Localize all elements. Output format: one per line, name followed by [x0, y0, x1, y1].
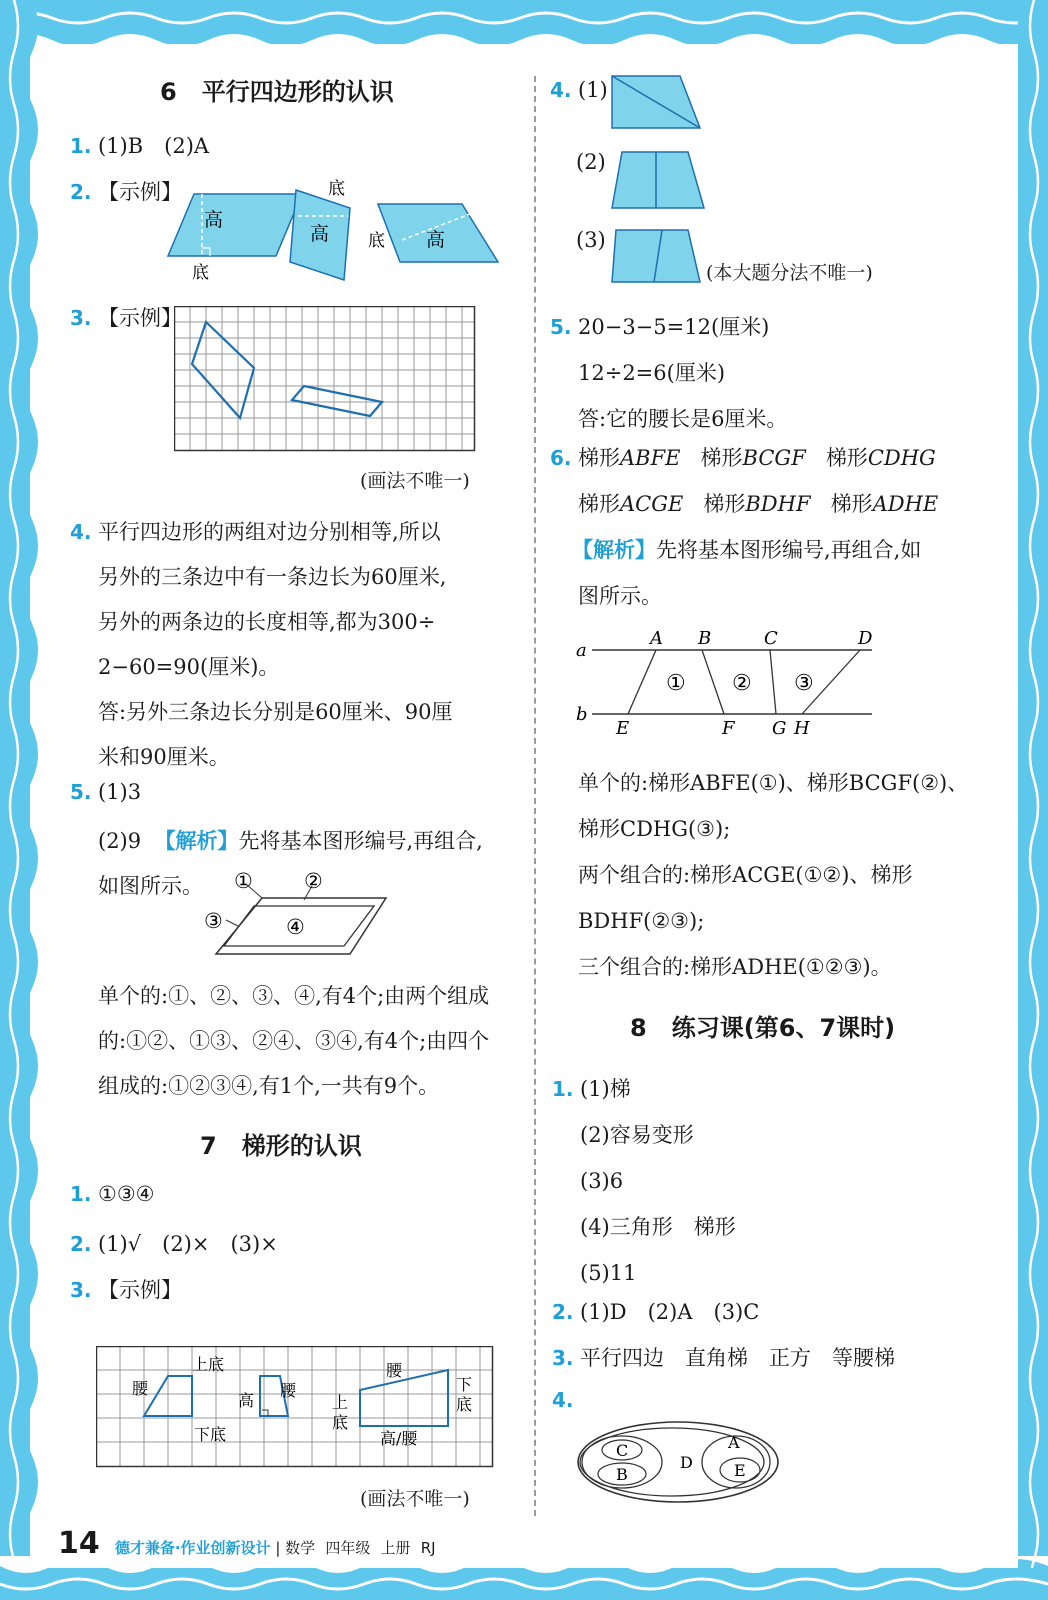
- answer-text: (1)B (2)A: [98, 134, 210, 158]
- question-number: 5.: [550, 315, 572, 339]
- right-column: [550, 0, 1010, 1540]
- explanation-line: 单个的:梯形ABFE(①)、梯形BCGF(②)、: [578, 771, 969, 795]
- question-number: 1.: [552, 1077, 574, 1101]
- s6-r-q5: [550, 304, 787, 442]
- answer-text: (1)3: [98, 780, 142, 804]
- vertex-E: E: [616, 718, 630, 739]
- label-base: 底: [192, 263, 209, 283]
- shape-vertices: BCGF: [742, 446, 806, 470]
- question-number: 1.: [70, 1182, 92, 1206]
- question-number: 4.: [70, 520, 92, 544]
- drawing-note: (画法不唯一): [360, 1488, 470, 1510]
- answer-line: 另外的三条边中有一条边长为60厘米,: [98, 565, 447, 589]
- label-base: 底: [368, 231, 385, 251]
- vertex-G: G: [772, 718, 787, 739]
- footer-grade: 四年级: [325, 1539, 371, 1557]
- example-tag: 【示例】: [98, 1278, 182, 1302]
- answer-line: (5)11: [580, 1261, 637, 1285]
- trapezoid-split-2: [610, 150, 710, 212]
- label-top-base: 上底: [192, 1355, 225, 1374]
- answer-text: ①③④: [98, 1182, 155, 1206]
- section-number: 6: [160, 78, 177, 106]
- footer-subject: 数学: [285, 1539, 316, 1557]
- footer-edition: RJ: [420, 1539, 436, 1557]
- label-base: 底: [328, 179, 345, 199]
- label-bottom-base-v: 底: [456, 1395, 473, 1414]
- label-height: 高: [310, 223, 330, 245]
- s8-q1: [552, 1066, 736, 1296]
- drawing-note: (画法不唯一): [360, 470, 470, 492]
- vertex-A: A: [650, 628, 663, 649]
- label-top-base-v: 底: [332, 1413, 349, 1432]
- column-divider: [534, 76, 536, 1516]
- trapezoid-parallel-lines-figure: [576, 628, 886, 744]
- vertex-B: B: [698, 628, 712, 649]
- label-bottom-base-v: 下: [456, 1375, 473, 1394]
- section-7-title: [200, 1126, 362, 1161]
- analysis-tag: 【解析】: [572, 537, 656, 562]
- page-number: 14: [58, 1526, 100, 1561]
- label-top-base-v: 上: [332, 1393, 349, 1412]
- explanation-line: 两个组合的:梯形ACGE(①②)、梯形: [578, 863, 913, 887]
- parallelogram-drawn-2: [292, 386, 382, 416]
- region-label-3: ③: [794, 671, 814, 696]
- answer-text: (1)D (2)A (3)C: [580, 1300, 760, 1324]
- s7-q2: [70, 1228, 278, 1258]
- analysis-text: 先将基本图形编号,再组合,: [238, 829, 483, 853]
- answer-line: 12÷2=6(厘米): [578, 361, 726, 385]
- trapezoid-split-1: [610, 74, 706, 132]
- shape-name: 梯形: [700, 446, 743, 470]
- question-number: 2.: [552, 1300, 574, 1324]
- parallelogram-figures: [164, 178, 514, 290]
- footer-volume: 上册: [380, 1539, 411, 1557]
- trapezoid-split-3: [610, 228, 706, 286]
- set-label-E: E: [734, 1461, 746, 1480]
- footer: 14 德才兼备·作业创新设计 | 数学 四年级 上册 RJ: [58, 1526, 436, 1561]
- region-label-4: ④: [286, 915, 305, 939]
- answer-line: 另外的两条边的长度相等,都为300÷: [98, 610, 436, 634]
- question-number: 2.: [70, 1232, 92, 1256]
- answer-text: (1)√ (2)× (3)×: [98, 1232, 278, 1256]
- answer-line: 平行四边形的两组对边分别相等,所以: [98, 520, 441, 544]
- answer-line: 米和90厘米。: [98, 745, 230, 769]
- grid-figure: [174, 306, 480, 456]
- vertex-H: H: [794, 718, 810, 739]
- label-leg: 腰: [280, 1381, 297, 1400]
- section-number: 8: [630, 1014, 647, 1042]
- shape-name: 梯形: [703, 492, 746, 516]
- answer-text: (2)9: [98, 829, 142, 853]
- analysis-text: 图所示。: [578, 584, 662, 608]
- question-number: 4.: [552, 1388, 574, 1412]
- s8-q2: [552, 1296, 759, 1326]
- shape-name: 梯形: [578, 492, 620, 516]
- answer-line: 20−3−5=12(厘米): [578, 315, 770, 339]
- s6-r-q4: [550, 78, 608, 102]
- frame-bottom: [0, 1556, 1048, 1600]
- label-height: 高: [204, 209, 224, 231]
- footer-brand: 德才兼备·作业创新设计: [114, 1539, 271, 1557]
- answer-line: (3)6: [580, 1169, 624, 1193]
- answer-text: 平行四边 直角梯 正方 等腰梯: [580, 1346, 895, 1370]
- answer-line: (4)三角形 梯形: [580, 1215, 736, 1239]
- part-label: (3): [576, 228, 606, 252]
- vertex-D: D: [858, 628, 873, 649]
- s6-r-q6-line2: [578, 488, 938, 518]
- example-tag: 【示例】: [98, 306, 182, 330]
- shape-vertices: ACGE: [620, 492, 684, 516]
- set-label-C: C: [616, 1441, 629, 1460]
- method-note: (本大题分法不唯一): [706, 262, 873, 284]
- parallelogram-2: [290, 179, 350, 280]
- section-6-title: [160, 72, 394, 107]
- answer-line: 答:另外三条边长分别是60厘米、90厘: [98, 700, 453, 724]
- s6-q4: [70, 510, 453, 780]
- region-label-1: ①: [666, 671, 686, 696]
- section-title-text: 平行四边形的认识: [201, 78, 394, 106]
- frame-right: [1008, 0, 1048, 1600]
- example-tag: 【示例】: [98, 180, 182, 204]
- explanation-line: 梯形CDHG(③);: [578, 817, 731, 841]
- section-8-title: [630, 1008, 895, 1043]
- vertex-C: C: [764, 628, 778, 649]
- line-label-a: a: [576, 640, 587, 661]
- section-number: 7: [200, 1132, 217, 1160]
- shape-name: 梯形: [830, 492, 873, 516]
- question-number: 3.: [70, 1278, 92, 1302]
- region-label-2: ②: [304, 869, 323, 893]
- left-column: [66, 0, 516, 1540]
- s6-r-q6-analysis: [572, 534, 921, 564]
- label-leg: 腰: [386, 1361, 403, 1380]
- answer-line: 答:它的腰长是6厘米。: [578, 407, 788, 431]
- s8-q4: [552, 1388, 580, 1412]
- label-height: 高: [426, 229, 446, 251]
- part-label: (1): [578, 78, 608, 102]
- s7-q1: [70, 1182, 154, 1206]
- question-number: 1.: [70, 134, 92, 158]
- s8-q3: [552, 1342, 895, 1372]
- quadrilateral-set-diagram: [574, 1418, 784, 1504]
- parallelogram-1: [168, 194, 302, 283]
- question-number: 4.: [550, 78, 572, 102]
- section-title-text: 练习课(第6、7课时): [671, 1014, 896, 1042]
- explanation-line: 三个组合的:梯形ADHE(①②③)。: [578, 955, 892, 979]
- question-number: 5.: [70, 780, 92, 804]
- set-label-A: A: [728, 1433, 740, 1452]
- question-number: 3.: [70, 306, 92, 330]
- section-title-text: 梯形的认识: [241, 1132, 362, 1160]
- answer-line: 2−60=90(厘米)。: [98, 655, 280, 679]
- region-label-2: ②: [732, 671, 752, 696]
- set-label-D: D: [680, 1453, 693, 1472]
- vertex-F: F: [722, 718, 735, 739]
- shape-vertices: ADHE: [872, 492, 939, 516]
- s6-q3: [70, 302, 182, 332]
- question-number: 6.: [550, 446, 572, 470]
- region-label-1: ①: [234, 869, 253, 893]
- frame-left: [0, 0, 40, 1600]
- explanation-line: 组成的:①②③④,有1个,一共有9个。: [98, 1074, 440, 1098]
- s7-q3: [70, 1274, 182, 1304]
- shape-vertices: BDHF: [745, 492, 811, 516]
- s6-r-q6-explanation: [578, 760, 968, 990]
- trapezoid-grid-figure: [96, 1346, 496, 1470]
- part-label: (2): [576, 150, 606, 174]
- question-number: 3.: [552, 1346, 574, 1370]
- set-label-B: B: [616, 1465, 628, 1484]
- explanation-line: 单个的:①、②、③、④,有4个;由两个组成: [98, 984, 490, 1008]
- label-leg: 腰: [132, 1379, 149, 1398]
- label-height: 高: [238, 1391, 255, 1410]
- parallelogram-division-figure: [200, 866, 400, 962]
- parallelogram-3: [368, 204, 498, 262]
- line-label-b: b: [576, 704, 588, 725]
- s6-q5-line3: 如图所示。: [98, 874, 203, 898]
- s6-q1: [70, 130, 209, 160]
- analysis-text: 先将基本图形编号,再组合,如: [656, 538, 922, 562]
- label-bottom-base: 下底: [194, 1425, 227, 1444]
- answer-line: (1)梯: [580, 1077, 631, 1101]
- answer-line: (2)容易变形: [580, 1123, 694, 1147]
- s6-q5-line2: [98, 825, 483, 855]
- analysis-tag: 【解析】: [154, 828, 239, 853]
- explanation-line: BDHF(②③);: [578, 909, 705, 933]
- s6-q5-explanation: [98, 974, 489, 1109]
- shape-name: 梯形: [578, 446, 620, 470]
- question-number: 2.: [70, 180, 92, 204]
- label-height-leg: 高/腰: [380, 1429, 418, 1448]
- shape-vertices: CDHG: [867, 446, 936, 470]
- s6-r-q6-line1: [550, 442, 936, 472]
- shape-vertices: ABFE: [620, 446, 681, 470]
- shape-name: 梯形: [825, 446, 868, 470]
- region-label-3: ③: [204, 909, 223, 933]
- s6-q5-line1: [70, 780, 141, 804]
- explanation-line: 的:①②、①③、②④、③④,有4个;由四个: [98, 1029, 490, 1053]
